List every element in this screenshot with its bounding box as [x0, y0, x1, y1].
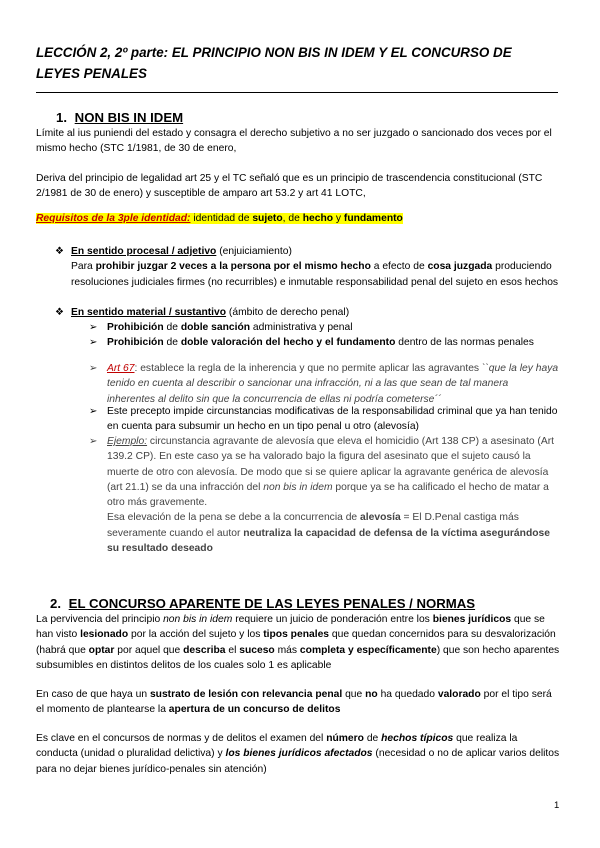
section-2-heading [50, 595, 475, 612]
requisitos-highlight: Requisitos de la 3ple identidad: identidad de sujeto, de hecho y fundamento [36, 213, 403, 224]
procesal-label: En sentido procesal / adjetivo [71, 246, 217, 257]
document-title: LECCIÓN 2, 2º parte: EL PRINCIPIO NON BIS IN IDEM Y EL CONCURSO DE LEYES PENALES [36, 45, 512, 81]
art-67-link[interactable]: Art 67 [107, 363, 135, 374]
section-1-number: 1. [56, 110, 67, 125]
section-1-heading [56, 109, 183, 126]
arrow-bullet-icon: ➢ [89, 406, 98, 417]
requisitos-line [36, 211, 558, 226]
section-1-title: NON BIS IN IDEM [74, 110, 184, 125]
arrow-bullet-icon: ➢ [89, 337, 98, 348]
section-2-number: 2. [50, 596, 61, 611]
section-2-paragraph-1: La pervivencia del principio non bis in idem requiere un juicio de ponderación entre los bienes jurídicos que se han visto lesionado por la acción del sujeto y los tipos penales que quedan concernidos para su desvalorización (habrá que optar por aquel que describa el suceso más completa y específicamente) que son hecho aparentes subsumibles en distintos delitos de los cuales solo 1 es aplicable [36, 614, 560, 671]
arrow-bullet-icon: ➢ [89, 322, 98, 333]
material-label: En sentido material / sustantivo [71, 307, 227, 318]
arrow-bullet-icon: ➢ [89, 436, 98, 447]
section-1-deriva: Deriva del principio de legalidad art 25 y el TC señaló que es un principio de trascendencia constitucional (STC 2/1981 de 30 de enero) y susceptible de amparo art 53.2 y art 41 LOTC, [36, 173, 543, 200]
diamond-bullet-icon: ❖ [55, 307, 64, 318]
arrow-bullet-icon: ➢ [89, 363, 98, 374]
ejemplo-label: Ejemplo: [107, 436, 148, 447]
section-1-intro: Límite al ius puniendi del estado y consagra el derecho subjetivo a no ser juzgado o sancionado dos veces por el mismo hecho (STC 1/1981, de 30 de enero, [36, 128, 552, 155]
material-item-5: Ejemplo: circunstancia agravante de alevosía que eleva el homicidio (Art 138 CP) a asesinato (Art 139.2 CP). En este caso ya se ha valorado bajo la figura del asesinato que el sujeto causó la muerte de otro con alevosía. De modo que si se quiere aplicar la agravante genérica de alevosía (art 21.1) se da una infracción del non bis in idem porque ya se ha calificado el hecho de matar a otro más gravemente. Esa elevación de la pena se debe a la concurrencia de alevosía = El D.Penal castiga más severamente cuando el autor neutraliza la capacidad de defensa de la víctima asegurándose su resultado deseado [107, 436, 555, 555]
material-item-2: Prohibición de doble valoración del hecho y el fundamento dentro de las normas penales [107, 337, 534, 348]
section-2-title: EL CONCURSO APARENTE DE LAS LEYES PENALES / NORMAS [68, 596, 476, 611]
title-divider [36, 92, 558, 93]
diamond-bullet-icon: ❖ [55, 246, 64, 257]
page-number: 1 [554, 800, 560, 811]
requisitos-label: Requisitos de la 3ple identidad: [36, 213, 191, 224]
material-item-4: Este precepto impide circunstancias modificativas de la responsabilidad criminal que ya han tenido en cuenta para subsumir un hecho en un tipo penal u otro (alevosía) [107, 406, 558, 433]
material-item-3: Art 67: establece la regla de la inherencia y que no permite aplicar las agravantes ``que la ley haya tenido en cuenta al describir o sancionar una infracción, ni a las que sean de tal manera inherentes al delito sin que la concurrencia de ellas ni podría cometerse´´ [107, 363, 559, 405]
material-label-line: En sentido material / sustantivo (ámbito de derecho penal) [71, 307, 350, 318]
section-2-paragraph-2: En caso de que haya un sustrato de lesión con relevancia penal que no ha quedado valorado por el tipo será el momento de plantearse la apertura de un concurso de delitos [36, 689, 552, 716]
section-2-paragraph-3: Es clave en el concursos de normas y de delitos el examen del número de hechos típicos que realiza la conducta (unidad o pluralidad delictiva) y los bienes jurídicos afectados (necesidad o no de aplicar varios delitos para no dejar bienes jurídico-penales sin atención) [36, 733, 560, 775]
material-item-1: Prohibición de doble sanción administrativa y penal [107, 322, 353, 333]
procesal-block: En sentido procesal / adjetivo (enjuiciamiento) Para prohibir juzgar 2 veces a la persona por el mismo hecho a efecto de cosa juzgada produciendo resoluciones judiciales firmes (no recurribles) e inmutable responsabilidad penal del sujeto en esos hechos [71, 246, 559, 288]
